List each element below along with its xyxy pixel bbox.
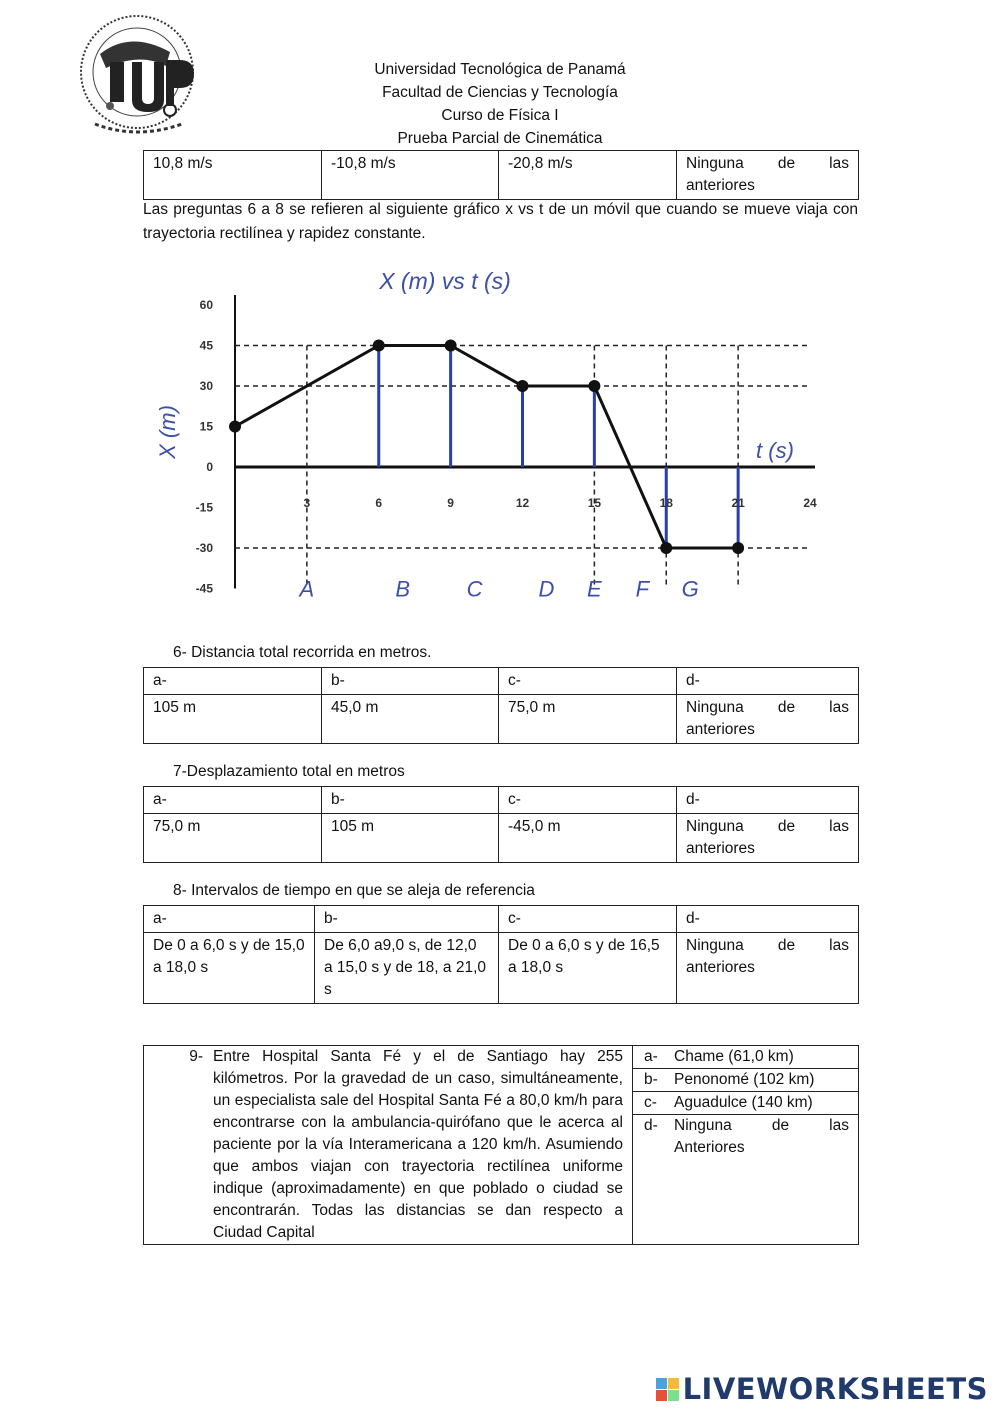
- q9-text: Entre Hospital Santa Fé y el de Santiago hay 255 kilómetros. Por la gravedad de un caso, simultáneamente, un especialista sale del Hospital Santa Fé a 80,0 km/h para encontrarse con la ambulancia-quirófano que le acerca al paciente por la vía Interamericana a 120 km/h. Asumiendo que ambos viajan con trayectoria rectilínea uniforme indique (aproximadamente) en que poblado o ciudad se encontrarán. Todas las distancias se dan respecto a Ciudad Capital: [213, 1048, 623, 1241]
- intro-text: Las preguntas 6 a 8 se refieren al siguiente gráfico x vs t de un móvil que cuando se mueve viaja con trayectoria rectilínea y rapidez constante.: [143, 201, 858, 242]
- q9-option-b[interactable]: [633, 1069, 858, 1092]
- segment-label: G: [681, 576, 699, 602]
- liveworksheets-logo: [656, 1372, 988, 1406]
- prev-option-d[interactable]: Ninguna de las anteriores: [677, 151, 859, 200]
- prev-option-a[interactable]: 10,8 m/s: [144, 151, 322, 200]
- q7-letter-d: d-: [677, 787, 859, 814]
- q8-table: [143, 905, 859, 1004]
- q7-letter-a: a-: [144, 787, 322, 814]
- x-tick-label: 3: [303, 496, 311, 510]
- x-tick-label: 9: [447, 496, 454, 510]
- segment-label: B: [395, 576, 411, 602]
- q8-option-b[interactable]: De 6,0 a9,0 s, de 12,0 a 15,0 s y de 18, a 21,0 s: [315, 933, 499, 1004]
- q9-letter-c: c-: [644, 1094, 657, 1111]
- university-name: Universidad Tecnológica de Panamá: [374, 61, 626, 78]
- course-name: Curso de Física I: [441, 107, 559, 124]
- segment-label: C: [466, 576, 483, 602]
- q8-option-c[interactable]: De 0 a 6,0 s y de 16,5 a 18,0 s: [499, 933, 677, 1004]
- q9-option-a[interactable]: [633, 1046, 858, 1069]
- q6-letter-a: a-: [144, 668, 322, 695]
- prev-question-table: [143, 150, 859, 200]
- segment-label: E: [587, 576, 602, 602]
- q9-option-d-text: Ninguna de las Anteriores: [674, 1117, 849, 1156]
- q6-letter-c: c-: [499, 668, 677, 695]
- q7-title: 7-Desplazamiento total en metros: [173, 763, 405, 780]
- data-point: [517, 380, 529, 392]
- y-tick-label: 30: [199, 379, 213, 393]
- data-point: [445, 340, 457, 352]
- q6-option-d[interactable]: Ninguna de las anteriores: [677, 695, 859, 744]
- x-tick-label: 15: [587, 496, 602, 510]
- data-line: [235, 346, 738, 549]
- q7-option-d[interactable]: Ninguna de las anteriores: [677, 814, 859, 863]
- exam-title: Prueba Parcial de Cinemática: [397, 130, 603, 147]
- prev-option-c[interactable]: -20,8 m/s: [499, 151, 677, 200]
- q7-option-a[interactable]: 75,0 m: [144, 814, 322, 863]
- q6-letter-b: b-: [322, 668, 499, 695]
- y-tick-label: -30: [195, 541, 213, 555]
- q9-option-d[interactable]: [633, 1115, 858, 1159]
- q9-table: [143, 1045, 859, 1245]
- segment-label: A: [299, 576, 315, 602]
- y-tick-label: 15: [199, 419, 213, 434]
- y-tick-label: 0: [206, 460, 213, 474]
- chart-y-label: X (m): [155, 405, 180, 459]
- q6-title: 6- Distancia total recorrida en metros.: [173, 644, 432, 661]
- q9-question-cell: [144, 1046, 633, 1245]
- q8-option-a[interactable]: De 0 a 6,0 s y de 15,0 a 18,0 s: [144, 933, 315, 1004]
- prev-option-b[interactable]: -10,8 m/s: [322, 151, 499, 200]
- faculty-name: Facultad de Ciencias y Tecnología: [382, 84, 618, 101]
- q9-option-c-text: Aguadulce (140 km): [674, 1094, 813, 1111]
- q6-option-a[interactable]: 105 m: [144, 695, 322, 744]
- x-tick-label: 21: [731, 496, 745, 510]
- q7-letter-c: c-: [499, 787, 677, 814]
- x-tick-label: 24: [803, 496, 817, 510]
- q9-options-cell: [633, 1046, 859, 1245]
- chart-x-label: t (s): [756, 438, 794, 463]
- y-tick-label: 60: [199, 298, 213, 312]
- q6-option-b[interactable]: 45,0 m: [322, 695, 499, 744]
- q9-option-a-text: Chame (61,0 km): [674, 1048, 794, 1065]
- q7-option-c[interactable]: -45,0 m: [499, 814, 677, 863]
- liveworksheets-wordmark: LIVEWORKSHEETS: [682, 1372, 988, 1406]
- data-point: [373, 340, 385, 352]
- liveworksheets-icon: [656, 1378, 679, 1401]
- data-point: [732, 542, 744, 554]
- q8-option-d[interactable]: Ninguna de las anteriores: [677, 933, 859, 1004]
- q8-letter-a: a-: [144, 906, 315, 933]
- q8-letter-b: b-: [315, 906, 499, 933]
- q6-option-c[interactable]: 75,0 m: [499, 695, 677, 744]
- x-tick-label: 6: [375, 496, 383, 510]
- x-tick-label: 12: [515, 496, 530, 510]
- y-tick-label: -45: [195, 581, 213, 596]
- q9-options-list: [633, 1046, 858, 1159]
- y-tick-label: -15: [195, 500, 213, 515]
- q8-letter-c: c-: [499, 906, 677, 933]
- data-point: [660, 542, 672, 554]
- segment-label: F: [635, 576, 650, 602]
- q7-table: [143, 786, 859, 863]
- position-time-chart: [145, 262, 825, 622]
- q9-option-c[interactable]: [633, 1092, 858, 1115]
- q6-table: [143, 667, 859, 744]
- q9-letter-d: d-: [644, 1117, 658, 1134]
- q9-letter-b: b-: [644, 1071, 658, 1088]
- q8-letter-d: d-: [677, 906, 859, 933]
- q7-letter-b: b-: [322, 787, 499, 814]
- q9-option-b-text: Penonomé (102 km): [674, 1071, 815, 1088]
- q9-letter-a: a-: [644, 1048, 658, 1065]
- x-tick-label: 18: [659, 496, 673, 510]
- q8-title: 8- Intervalos de tiempo en que se aleja de referencia: [173, 882, 535, 899]
- data-point: [588, 380, 600, 392]
- y-tick-label: 45: [199, 338, 213, 353]
- q6-letter-d: d-: [677, 668, 859, 695]
- segment-label: D: [538, 576, 555, 602]
- data-point: [229, 421, 241, 433]
- q7-option-b[interactable]: 105 m: [322, 814, 499, 863]
- q9-number: 9-: [189, 1048, 203, 1065]
- chart-title: X (m) vs t (s): [379, 268, 511, 294]
